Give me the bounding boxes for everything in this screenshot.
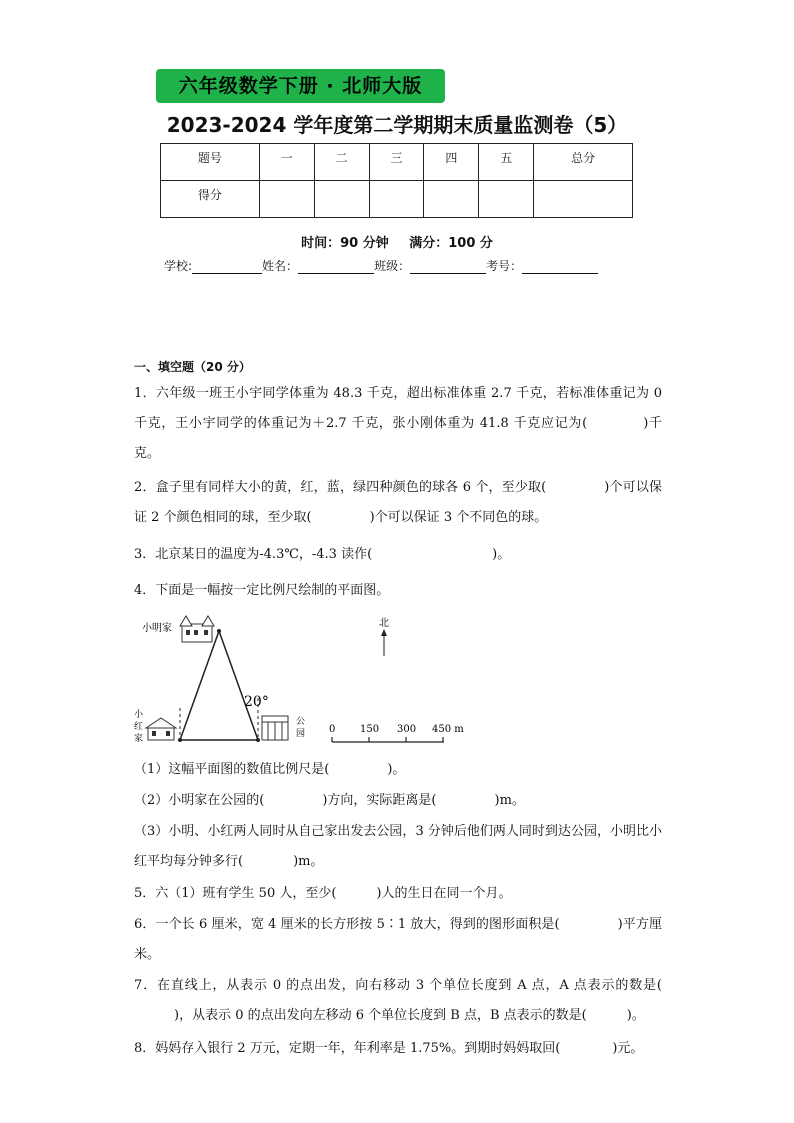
q4-1-text: （1）这幅平面图的数值比例尺是( — [134, 762, 330, 777]
north-label: 北 — [379, 618, 389, 629]
xiaoming-house-icon — [180, 616, 214, 642]
q4-1-text-end: )。 — [387, 762, 406, 777]
question-5 — [134, 879, 662, 909]
score-table — [160, 143, 633, 218]
q2-text-mid: )个可以保证 2 个颜色相同的球，至少取( — [134, 480, 662, 525]
north-arrow-head-icon — [381, 629, 387, 636]
question-4-sub-2 — [134, 786, 662, 816]
question-8 — [134, 1034, 662, 1064]
question-6 — [134, 910, 662, 970]
name-label: 姓名： — [262, 259, 299, 273]
q7-text-end: )。 — [626, 1008, 645, 1023]
q6-text: 6．一个长 6 厘米，宽 4 厘米的长方形按 5∶1 放大，得到的图形面积是( — [134, 917, 560, 932]
exam-meta — [0, 232, 794, 251]
score-cell[interactable] — [314, 181, 369, 218]
exam-no-label: 考号： — [486, 259, 523, 273]
header-cell: 二 — [314, 144, 369, 181]
exam-title: 2023-2024 学年度第二学期期末质量监测卷（5） — [166, 113, 628, 137]
name-field[interactable] — [298, 259, 374, 274]
q5-text: 5．六（1）班有学生 50 人，至少( — [134, 886, 337, 901]
header-cell: 一 — [259, 144, 314, 181]
park-icon — [262, 716, 288, 740]
score-cell[interactable] — [479, 181, 534, 218]
school-field[interactable] — [192, 259, 262, 274]
scale-tick-300: 300 — [397, 724, 417, 735]
q8-text: 8．妈妈存入银行 2 万元，定期一年，年利率是 1.75%。到期时妈妈取回( — [134, 1041, 561, 1056]
q2-text: 2．盒子里有同样大小的黄，红，蓝，绿四种颜色的球各 6 个，至少取( — [134, 480, 547, 495]
q4-3-text-end: )m。 — [293, 854, 324, 869]
park-label-2: 园 — [296, 729, 306, 739]
score-cell[interactable] — [259, 181, 314, 218]
question-4-stem — [134, 576, 662, 606]
q5-text-end: )人的生日在同一个月。 — [376, 886, 512, 901]
q4-3-text: （3）小明、小红两人同时从自己家出发去公园，3 分钟后他们两人同时到达公园，小明比小红平均每分钟多行( — [134, 824, 662, 869]
score-cell[interactable] — [424, 181, 479, 218]
header-cell: 五 — [479, 144, 534, 181]
grade-badge: 六年级数学下册 · 北师大版 — [156, 69, 445, 103]
exam-time: 时间：90 分钟 — [301, 236, 389, 251]
question-4-sub-1 — [134, 755, 662, 785]
park-label-1: 公 — [296, 717, 306, 727]
q4-stem-text: 4．下面是一幅按一定比例尺绘制的平面图。 — [134, 583, 390, 598]
floor-plan-diagram — [130, 610, 470, 750]
q4-2-text: （2）小明家在公园的( — [134, 793, 265, 808]
class-field[interactable] — [410, 259, 486, 274]
exam-no-field[interactable] — [522, 259, 598, 274]
student-info-fields — [164, 257, 598, 274]
score-cell[interactable] — [369, 181, 424, 218]
score-table-score-row — [161, 181, 633, 218]
question-7 — [134, 971, 662, 1031]
exam-full-score: 满分：100 分 — [409, 236, 493, 251]
q8-text-end: )元。 — [612, 1041, 644, 1056]
question-4-sub-3 — [134, 817, 662, 877]
q1-text: 1．六年级一班王小宇同学体重为 48.3 千克，超出标准体重 2.7 千克，若标准体重记为 0 千克，王小宇同学的体重记为＋2.7 千克，张小刚体重为 41.8 千克应记为( — [134, 386, 662, 431]
xiaohong-label-2: 红 — [134, 722, 144, 732]
q3-text: 3．北京某日的温度为-4.3℃，-4.3 读作( — [134, 547, 373, 562]
header-cell: 总分 — [534, 144, 633, 181]
score-row-label: 得分 — [161, 181, 260, 218]
question-3 — [134, 540, 662, 570]
xiaohong-label-3: 家 — [134, 734, 144, 744]
route-xiaoming-xiaohong — [180, 631, 219, 740]
q7-text-mid: )，从表示 0 的点出发向左移动 6 个单位长度到 B 点，B 点表示的数是( — [174, 1008, 587, 1023]
q6-text-end: )平方厘米。 — [134, 917, 662, 962]
question-1 — [134, 379, 662, 469]
header-cell: 三 — [369, 144, 424, 181]
xiaohong-house-icon — [146, 718, 176, 740]
route-xiaoming-park — [219, 631, 258, 740]
school-label: 学校: — [164, 259, 193, 273]
q7-text: 7．在直线上，从表示 0 的点出发，向右移动 3 个单位长度到 A 点，A 点表示的数是( — [134, 978, 662, 993]
header-cell: 题号 — [161, 144, 260, 181]
score-cell[interactable] — [534, 181, 633, 218]
section-title: 一、填空题（20 分） — [134, 360, 251, 374]
xiaoming-label: 小明家 — [142, 623, 172, 634]
scale-tick-450: 450 m — [432, 724, 464, 735]
xiaohong-label-1: 小 — [134, 710, 144, 720]
class-label: 班级： — [374, 259, 411, 273]
scale-tick-150: 150 — [360, 724, 380, 735]
q4-2-text-end: )m。 — [494, 793, 525, 808]
angle-label: 20° — [244, 694, 269, 710]
q3-text-end: )。 — [492, 547, 511, 562]
q4-2-text-mid: )方向，实际距离是( — [322, 793, 437, 808]
q1-text-end: )千克。 — [134, 416, 663, 461]
scale-bar — [332, 737, 444, 742]
score-table-header-row — [161, 144, 633, 181]
point-xiaoming — [217, 629, 221, 633]
q2-text-end: )个可以保证 3 个不同色的球。 — [369, 510, 548, 525]
question-2 — [134, 473, 662, 533]
header-cell: 四 — [424, 144, 479, 181]
scale-tick-0: 0 — [329, 724, 336, 735]
